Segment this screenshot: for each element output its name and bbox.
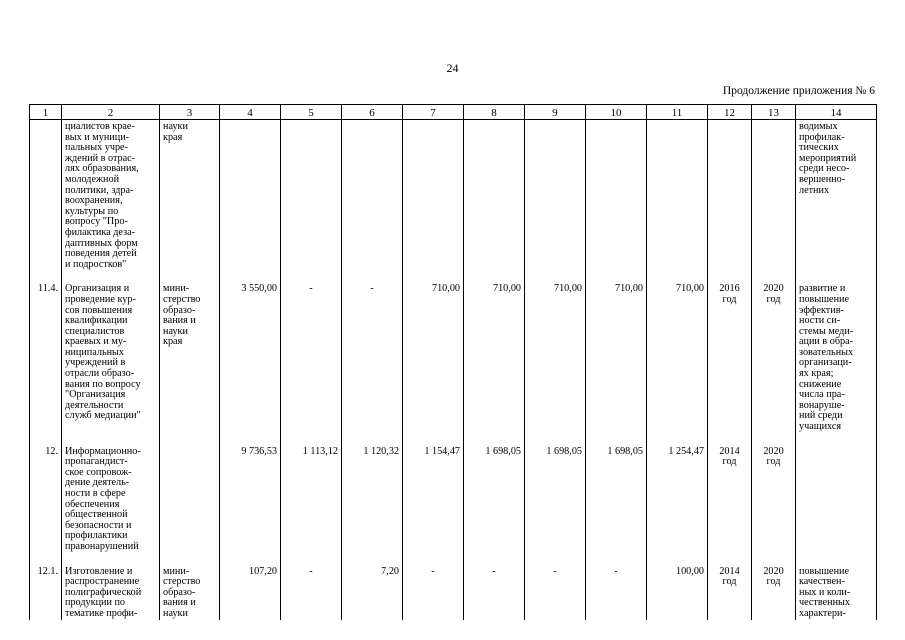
column-header: 10 [586, 105, 647, 120]
column-header: 9 [525, 105, 586, 120]
header-row [30, 105, 877, 120]
column-header: 4 [220, 105, 281, 120]
program-measures-table [29, 104, 877, 620]
end-year [752, 120, 796, 271]
funding-year-3: 710,00 [403, 282, 464, 432]
measure-executor: мини- стерство образо- вания и науки края [160, 282, 220, 432]
funding-year-7: 100,00 [647, 565, 708, 620]
end-year: 2020 год [752, 282, 796, 432]
funding-year-6: 1 698,05 [586, 445, 647, 553]
table-row [30, 282, 877, 432]
funding-year-2: 7,20 [342, 565, 403, 620]
funding-year-5: 1 698,05 [525, 445, 586, 553]
measure-executor [160, 445, 220, 553]
funding-year-4: - [464, 565, 525, 620]
funding-year-6 [586, 120, 647, 271]
funding-year-2: - [342, 282, 403, 432]
funding-year-3: - [403, 565, 464, 620]
end-year: 2020 год [752, 565, 796, 620]
column-header: 8 [464, 105, 525, 120]
column-header: 2 [62, 105, 160, 120]
funding-total: 107,20 [220, 565, 281, 620]
column-header: 1 [30, 105, 62, 120]
start-year: 2014 год [708, 565, 752, 620]
expected-result [796, 445, 877, 553]
column-header: 14 [796, 105, 877, 120]
column-header: 6 [342, 105, 403, 120]
table-row [30, 445, 877, 553]
end-year: 2020 год [752, 445, 796, 553]
start-year [708, 120, 752, 271]
funding-year-1: - [281, 565, 342, 620]
row-spacer [30, 433, 877, 445]
funding-year-4: 1 698,05 [464, 445, 525, 553]
funding-year-5: 710,00 [525, 282, 586, 432]
measure-number [30, 120, 62, 271]
measure-executor: науки края [160, 120, 220, 271]
measure-number: 11.4. [30, 282, 62, 432]
measure-name: Изготовление и распространение полиграфической продукции по тематике профи- [62, 565, 160, 620]
table-row [30, 565, 877, 620]
measure-number: 12.1. [30, 565, 62, 620]
funding-total [220, 120, 281, 271]
funding-year-7: 1 254,47 [647, 445, 708, 553]
funding-year-5 [525, 120, 586, 271]
funding-year-3 [403, 120, 464, 271]
start-year: 2016 год [708, 282, 752, 432]
funding-year-7: 710,00 [647, 282, 708, 432]
start-year: 2014 год [708, 445, 752, 553]
expected-result: водимых профилак- тических мероприятий среди несо- вершенно- летних [796, 120, 877, 271]
column-header: 11 [647, 105, 708, 120]
page-number: 24 [446, 61, 459, 75]
funding-year-3: 1 154,47 [403, 445, 464, 553]
measure-number: 12. [30, 445, 62, 553]
funding-year-1 [281, 120, 342, 271]
column-header: 5 [281, 105, 342, 120]
measure-executor: мини- стерство образо- вания и науки [160, 565, 220, 620]
row-spacer [30, 270, 877, 282]
appendix-continuation-label: Продолжение приложения № 6 [722, 85, 875, 97]
funding-year-1: 1 113,12 [281, 445, 342, 553]
funding-total: 3 550,00 [220, 282, 281, 432]
funding-year-4: 710,00 [464, 282, 525, 432]
funding-year-6: - [586, 565, 647, 620]
measure-name: Информационно- пропагандист- ское сопровож- дение деятель- ности в сфере обеспечения общественной безопасности и профилактики правонарушений [62, 445, 160, 553]
funding-year-5: - [525, 565, 586, 620]
column-header: 7 [403, 105, 464, 120]
row-spacer [30, 553, 877, 565]
funding-year-4 [464, 120, 525, 271]
measure-name: циалистов крае- вых и муници- пальных учре- ждений в отрас- лях образования, молодежной политики, здра- воохранения, культуры по вопросу "Про- филактика деза- даптивных форм поведения детей и подростков" [62, 120, 160, 271]
column-header: 12 [708, 105, 752, 120]
funding-year-6: 710,00 [586, 282, 647, 432]
funding-year-2 [342, 120, 403, 271]
measure-name: Организация и проведение кур- сов повышения квалификации специалистов краевых и му- ниципальных учреждений в отрасли образо- вания по вопросу "Организация деятельности служб медиации" [62, 282, 160, 432]
column-header: 13 [752, 105, 796, 120]
funding-year-2: 1 120,32 [342, 445, 403, 553]
expected-result: развитие и повышение эффектив- ности си- стемы меди- ации в обра- зовательных организаци- ях края; снижение числа пра- вонаруше- ний среди учащихся [796, 282, 877, 432]
funding-year-1: - [281, 282, 342, 432]
funding-total: 9 736,53 [220, 445, 281, 553]
funding-year-7 [647, 120, 708, 271]
expected-result: повышение качествен- ных и коли- чественных характери- [796, 565, 877, 620]
table-row [30, 120, 877, 271]
column-header: 3 [160, 105, 220, 120]
